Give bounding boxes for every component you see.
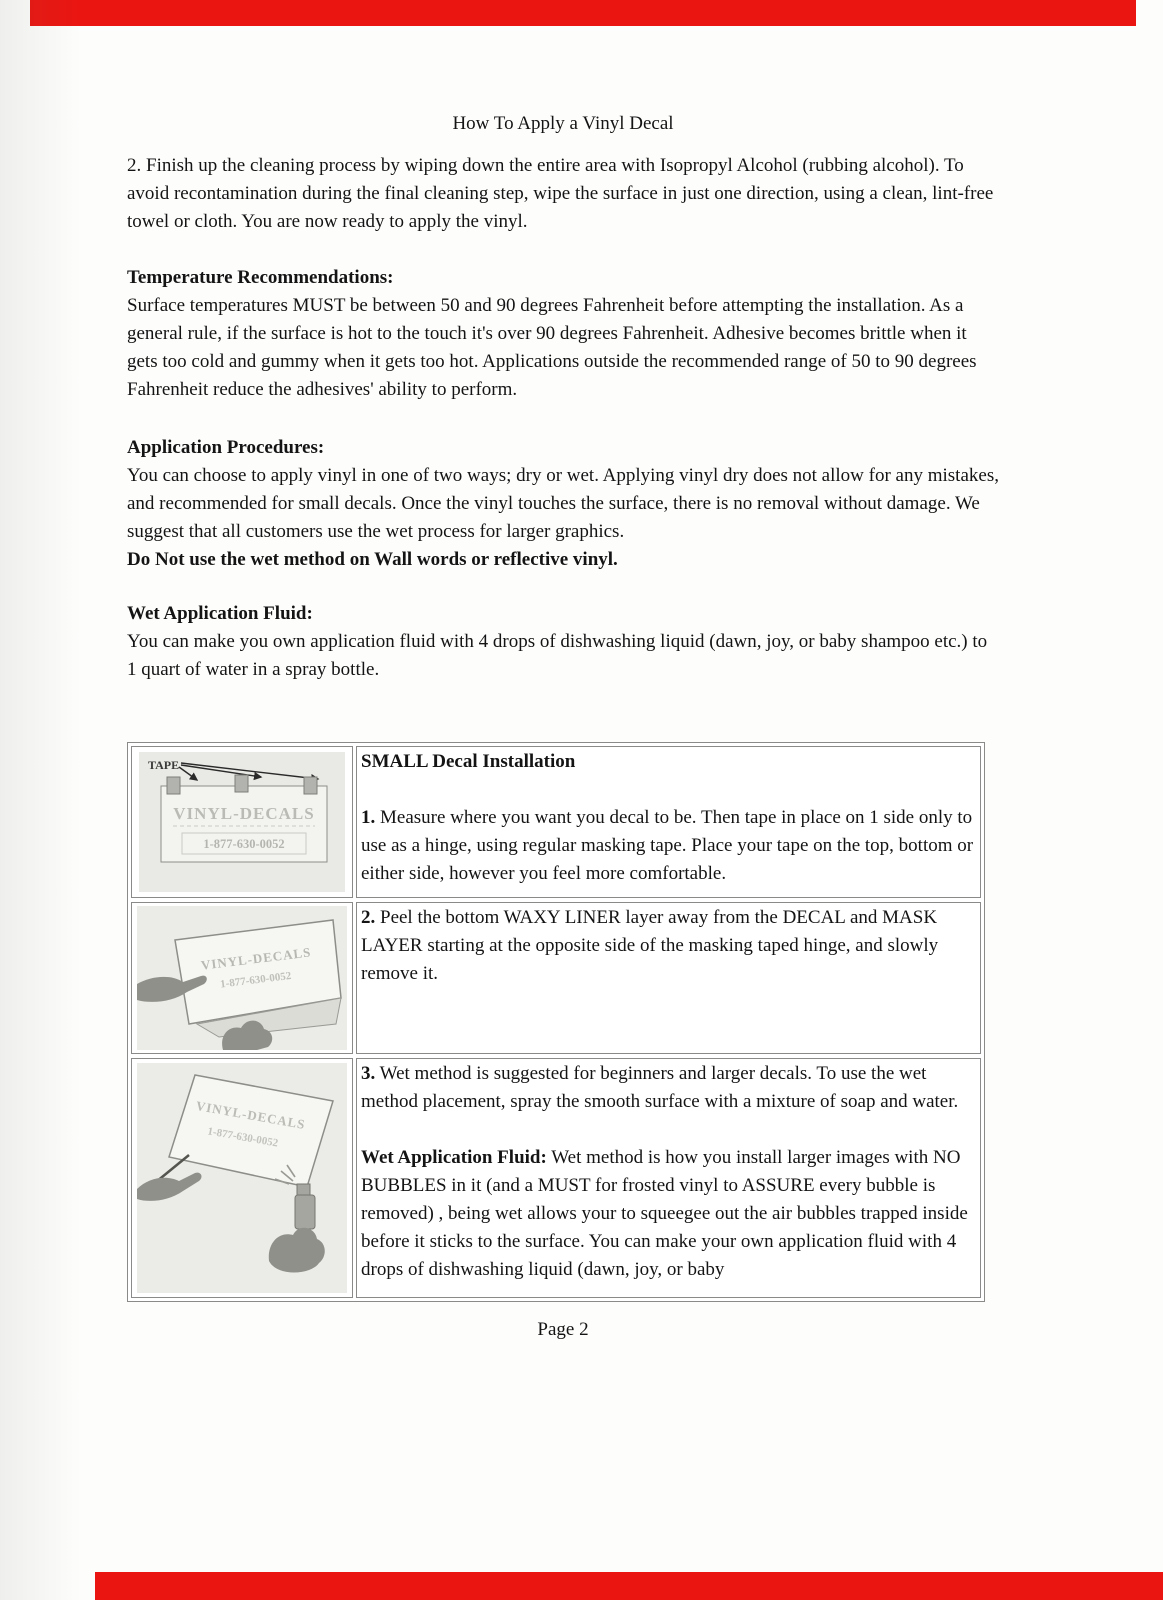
sign-title-text: VINYL-DECALS (173, 804, 315, 823)
step-paragraph (361, 804, 974, 888)
image-cell (131, 746, 353, 898)
spacer (127, 684, 999, 742)
text-cell (356, 1058, 981, 1298)
text-cell (356, 746, 981, 898)
section-application (127, 434, 999, 574)
sheet-phone-text: 1-877-630-0052 (219, 969, 292, 991)
step-number: 1. (361, 807, 376, 828)
spacer (127, 574, 999, 600)
spacer (127, 404, 999, 434)
application-body: You can choose to apply vinyl in one of two ways; dry or wet. Applying vinyl dry does not allow for any mistakes, and recommended for small decals. Once the vinyl touches the surface, there is no removal without damage. We suggest that all customers use the wet process for larger graphics. (127, 465, 999, 542)
step-text: Measure where you want you decal to be. Then tape in place on 1 side only to use as a hinge, using regular masking tape. Place your tape on the top, bottom or either side, however you feel more comfortable. (361, 807, 974, 884)
page-footer: Page 2 (537, 1319, 589, 1340)
document-content (127, 110, 999, 1344)
temperature-heading: Temperature Recommendations: (127, 267, 394, 288)
tape-diagram-image (139, 752, 345, 892)
tape-label: TAPE (148, 758, 180, 772)
scan-red-strip-top (30, 0, 1136, 26)
sheet-title-text: VINYL-DECALS (194, 1097, 307, 1133)
scan-red-strip-bottom (95, 1572, 1163, 1600)
sheet-title-text: VINYL-DECALS (200, 944, 313, 973)
spray-nozzle-shape (297, 1184, 310, 1195)
image-cell (131, 902, 353, 1054)
wet-fluid-heading: Wet Application Fluid: (127, 603, 313, 624)
scan-edge-shadow (0, 0, 95, 1600)
image-cell (131, 1058, 353, 1298)
step-text: Wet method is suggested for beginners and larger decals. To use the wet method placement, spray the smooth surface with a mixture of soap and water. (361, 1063, 959, 1112)
spray-bottle-shape (295, 1195, 315, 1229)
intro-paragraph: 2. Finish up the cleaning process by wiping down the entire area with Isopropyl Alcohol (rubbing alcohol). To avoid recontamination during the final cleaning step, wipe the surface in just one direction, using a clean, lint-free towel or cloth. You are now ready to apply the vinyl. (127, 155, 994, 232)
application-warning: Do Not use the wet method on Wall words or reflective vinyl. (127, 549, 618, 570)
table-row (131, 1058, 981, 1298)
table-section-heading: SMALL Decal Installation (361, 751, 576, 772)
sheet-phone-text: 1-877-630-0052 (206, 1125, 280, 1150)
temperature-body: Surface temperatures MUST be between 50 and 90 degrees Fahrenheit before attempting the installation. As a general rule, if the surface is hot to the touch it's over 90 degrees Fahrenheit. Adhesive becomes brittle when it gets too cold and gummy when it gets too hot. Applications outside the recommended range of 50 to 90 degrees Fahrenheit reduce the adhesives' ability to perform. (127, 295, 977, 400)
table-row (131, 746, 981, 898)
application-heading: Application Procedures: (127, 437, 325, 458)
section-wet-fluid (127, 600, 999, 684)
wet-fluid-body: You can make you own application fluid with 4 drops of dishwashing liquid (dawn, joy, or baby shampoo etc.) to 1 quart of water in a spray bottle. (127, 631, 988, 680)
text-cell (356, 902, 981, 1054)
section-temperature (127, 264, 999, 404)
instruction-table (127, 742, 985, 1302)
wet-method-image (137, 1063, 347, 1293)
step-paragraph (361, 904, 974, 988)
wet-fluid-subtext: Wet method is how you install larger images with NO BUBBLES in it (and a MUST for frosted vinyl to ASSURE every bubble is removed) , being wet allows your to squeegee out the air bubbles trapped inside before it sticks to the surface. You can make your own application fluid with 4 drops of dishwashing liquid (dawn, joy, or baby (361, 1147, 968, 1280)
step-number: 2. (361, 907, 376, 928)
step-paragraph (361, 1060, 974, 1116)
peel-liner-image (137, 906, 347, 1050)
step-text: Peel the bottom WAXY LINER layer away from the DECAL and MASK LAYER starting at the opposite side of the masking taped hinge, and slowly remove it. (361, 907, 939, 984)
step-number: 3. (361, 1063, 376, 1084)
wet-fluid-subparagraph (361, 1144, 974, 1284)
spacer (127, 236, 999, 264)
page-title: How To Apply a Vinyl Decal (452, 113, 674, 134)
table-row (131, 902, 981, 1054)
sign-phone-text: 1-877-630-0052 (203, 837, 285, 851)
wet-fluid-subheading: Wet Application Fluid: (361, 1147, 547, 1168)
